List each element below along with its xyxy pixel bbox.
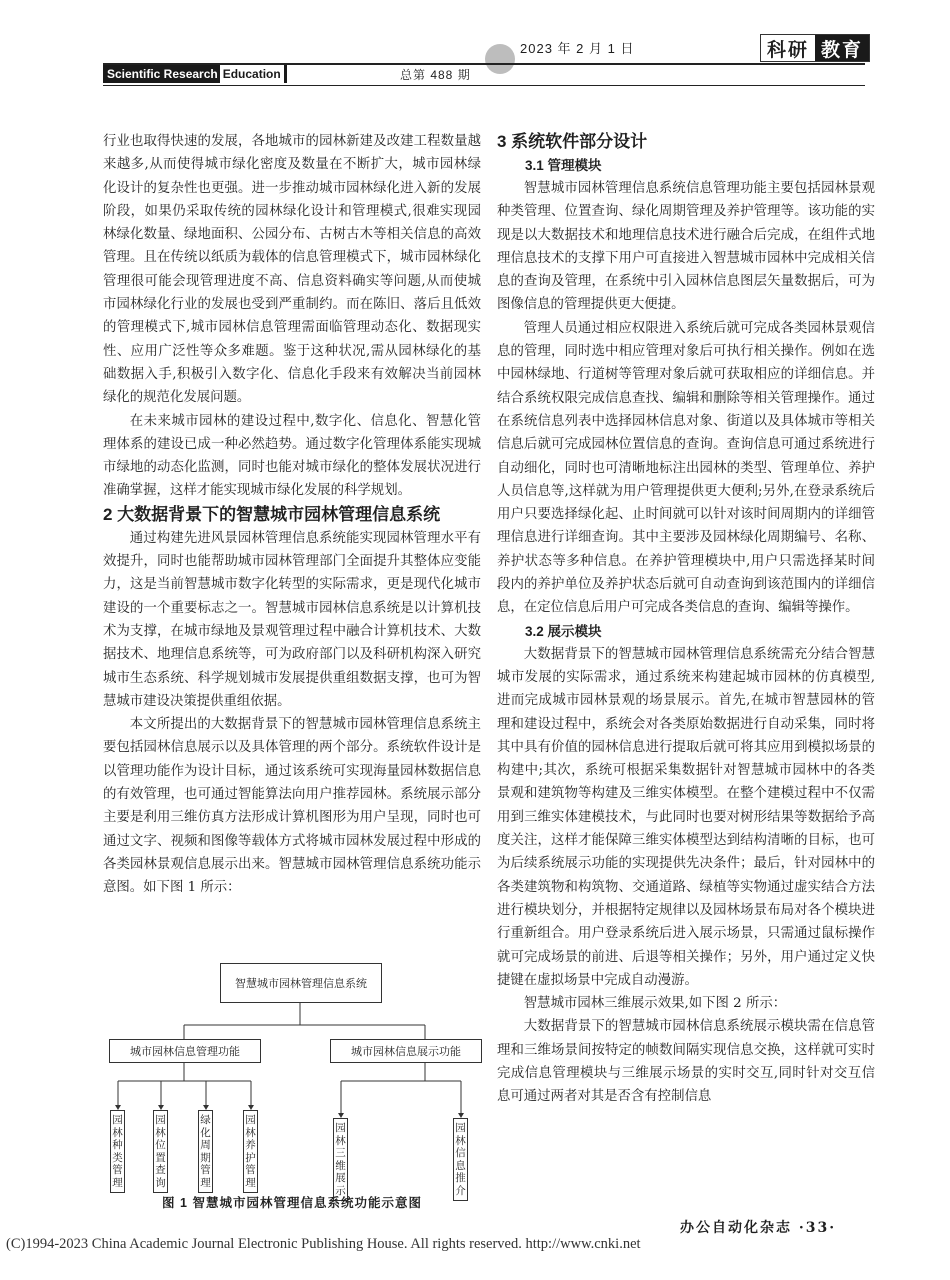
- paragraph: 行业也取得快速的发展，各地城市的园林新建及改建工程数量越来越多,从而使得城市绿化密度及数量在不断扩大，城市园林绿化设计的复杂性也更强。进一步推动城市园林绿化进入新的发展阶段，如果仍采取传统的园林绿化设计和管理模式,很难实现园林绿化数量、绿地面积、公园分布、古树古木等相关信息的高效管理。且在传统以纸质为载体的信息管理模式下，城市园林绿化管理很可能会现管理进度不高、信息资料确实等问题,从而使城市园林绿化行业的发展也受到严重制约。而在陈旧、落后且低效的管理模式下,城市园林信息管理需面临管理动态化、数据现实性、应用广泛性等众多难题。鉴于这种状况,需从园林绿化的基础数据入手,积极引入数字化、信息化手段来有效解决当前园林绿化的规范化发展问题。: [103, 134, 481, 406]
- brand-jiaoyu: 教育: [815, 35, 869, 61]
- diagram-leaf-node: 园林三维展示: [333, 1118, 348, 1201]
- paragraph: 智慧城市园林管理信息系统信息管理功能主要包括园林景观种类管理、位置查询、绿化周期管理及养护管理等。该功能的实现是以大数据技术和地理信息技术进行融合后完成，在组件式地理信息技术的支撑下用户可直接进入智慧城市园林中完成相关信息的查询及管理，在系统中引入园林信息图层矢量数据后，可为图像信息的管理提供更大便捷。: [497, 181, 875, 313]
- brand-keyan: 科研: [767, 38, 810, 61]
- subsection-heading-3-2: 3.2 展示模块: [525, 623, 602, 639]
- left-column: [103, 130, 481, 900]
- paragraph: 大数据背景下的智慧城市园林信息系统展示模块需在信息管理和三维场景间按特定的帧数间隔实现信息交换，这样就可实时完成信息管理模块与三维展示场景的实时交互,同时针对交互信息可通过两者对其是否含有控制信息: [497, 1019, 875, 1105]
- copyright-notice: (C)1994-2023 China Academic Journal Electronic Publishing House. All rights reserved. http://www.cnki.net: [6, 1236, 641, 1252]
- paragraph: 智慧城市园林三维展示效果,如下图 2 所示：: [523, 996, 787, 1012]
- issue-date: 2023 年 2 月 1 日: [520, 41, 635, 56]
- page-footer-journal: 办公自动化杂志 ·33·: [680, 1220, 837, 1236]
- diagram-leaf-node: 园林养护管理: [243, 1110, 258, 1193]
- journal-brand: [760, 34, 870, 62]
- section-label-edu: Education: [220, 65, 284, 83]
- issue-number: 总第 488 期: [400, 68, 471, 82]
- paragraph: 在未来城市园林的建设过程中,数字化、信息化、智慧化管理体系的建设已成一种必然趋势。通过数字化管理体系能实现城市绿地的动态化监测，同时也能对城市绿化的整体发展状况进行准确掌握，这样才能实现城市绿化发展的科学规划。: [103, 413, 481, 499]
- diagram-root-node: 智慧城市园林管理信息系统: [220, 963, 382, 1003]
- diagram-leaf-node: 园林种类管理: [110, 1110, 125, 1193]
- figure-1-caption: 图 1 智慧城市园林管理信息系统功能示意图: [162, 1196, 422, 1210]
- paragraph: 大数据背景下的智慧城市园林管理信息系统需充分结合智慧城市发展的实际需求，通过系统来构建起城市园林的仿真模型,进而完成城市园林景观的场景展示。首先,在城市智慧园林的管理和建设过程中，系统会对各类原始数据进行自动采集，同时将其中具有价值的园林信息进行提取后就可将其应用到模拟场景的构建中;其次，系统可根据采集数据针对智慧城市园林中的各类景观和建筑物等构建及三维实体模型。在整个建模过程中不仅需用到三维实体建模技术，与此同时也要对树形结果等数据给予高度关注，这样才能保障三维实体模型达到结构清晰的目标，也可为后续系统展示功能的实现提供先决条件；最后，针对园林中的各类建筑物和构筑物、交通道路、绿植等实物通过虚实结合方法进行模块划分，并根据特定规律以及园林场景布局对各个模块进行重新组合。用户登录系统后进入展示场景，只需通过鼠标操作就可完成场景的前进、后退等相关操作；另外，用户通过定义快捷键在虚拟场景中完成自动漫游。: [497, 646, 875, 988]
- diagram-leaf-node: 园林信息推介: [453, 1118, 468, 1201]
- diagram-branch-management: 城市园林信息管理功能: [109, 1039, 261, 1063]
- figure-1-diagram: [103, 957, 481, 1197]
- paragraph: 管理人员通过相应权限进入系统后就可完成各类园林景观信息的管理，同时选中相应管理对象后可执行相关操作。例如在选中园林绿地、行道树等管理对象后就可获取相应的详细信息。并结合系统权限完成信息查找、编辑和删除等相关管理操作。通过在系统信息列表中选择园林信息对象、街道以及具体城市等相关信息后就可完成园林位置信息的查询。查询信息可通过系统进行自动细化，同时也可清晰地标注出园林的类型、管理单位、养护人员信息等,这样就为用户管理提供更大便利;另外,在登录系统后用户只要选择绿化起、止时间就可以针对该时间周期内的详细管理信息进行详细查询。其中主要涉及园林绿化周期编号、名称、养护状态等多种信息。在养护管理模块中,用户只需选择某时间段内的养护单位及养护状态后就可自动查询到该范围内的详细信息，在定位信息后用户可完成各类信息的查询、编辑等操作。: [497, 320, 875, 616]
- subsection-heading-3-1: 3.1 管理模块: [525, 158, 602, 173]
- diagram-leaf-node: 园林位置查询: [153, 1110, 168, 1193]
- page-header: [0, 0, 950, 110]
- section-heading-2: 2 大数据背景下的智慧城市园林管理信息系统: [103, 504, 441, 524]
- section-heading-3: 3 系统软件部分设计: [497, 132, 648, 151]
- diagram-branch-display: 城市园林信息展示功能: [330, 1039, 482, 1063]
- paragraph: 通过构建先进风景园林管理信息系统能实现园林管理水平有效提升，同时也能帮助城市园林管理部门全面提升其整体应变能力，这是当前智慧城市数字化转型的实际需求，更是现代化城市建设的一个重要标志之一。智慧城市园林信息系统是以计算机技术为支撑，在城市绿地及景观管理过程中融合计算机技术、大数据技术、地理信息系统等，可为政府部门以及科研机构深入研究城市生态系统、科学规划城市发展提供重组数据支撑，也可为智慧城市建设决策提供重组依据。: [103, 530, 481, 709]
- section-label: [103, 65, 287, 83]
- diagram-leaf-node: 绿化周期管理: [198, 1110, 213, 1193]
- paragraph: 本文所提出的大数据背景下的智慧城市园林管理信息系统主要包括园林信息展示以及具体管理的两个部分。系统软件设计是以管理功能作为设计目标，通过该系统可实现海量园林数据信息的有效管理，也可通过智能算法向用户推荐园林。系统展示部分主要是利用三维仿真方法形成计算机图形为用户呈现，同时也可通过文字、视频和图像等载体方式将城市园林发展过程中形成的各类园林景观信息展示出来。智慧城市园林管理信息系统功能示意图。如下图 1 所示：: [103, 717, 481, 896]
- section-label-sci: Scientific Research: [107, 67, 218, 81]
- right-column: [497, 130, 875, 1109]
